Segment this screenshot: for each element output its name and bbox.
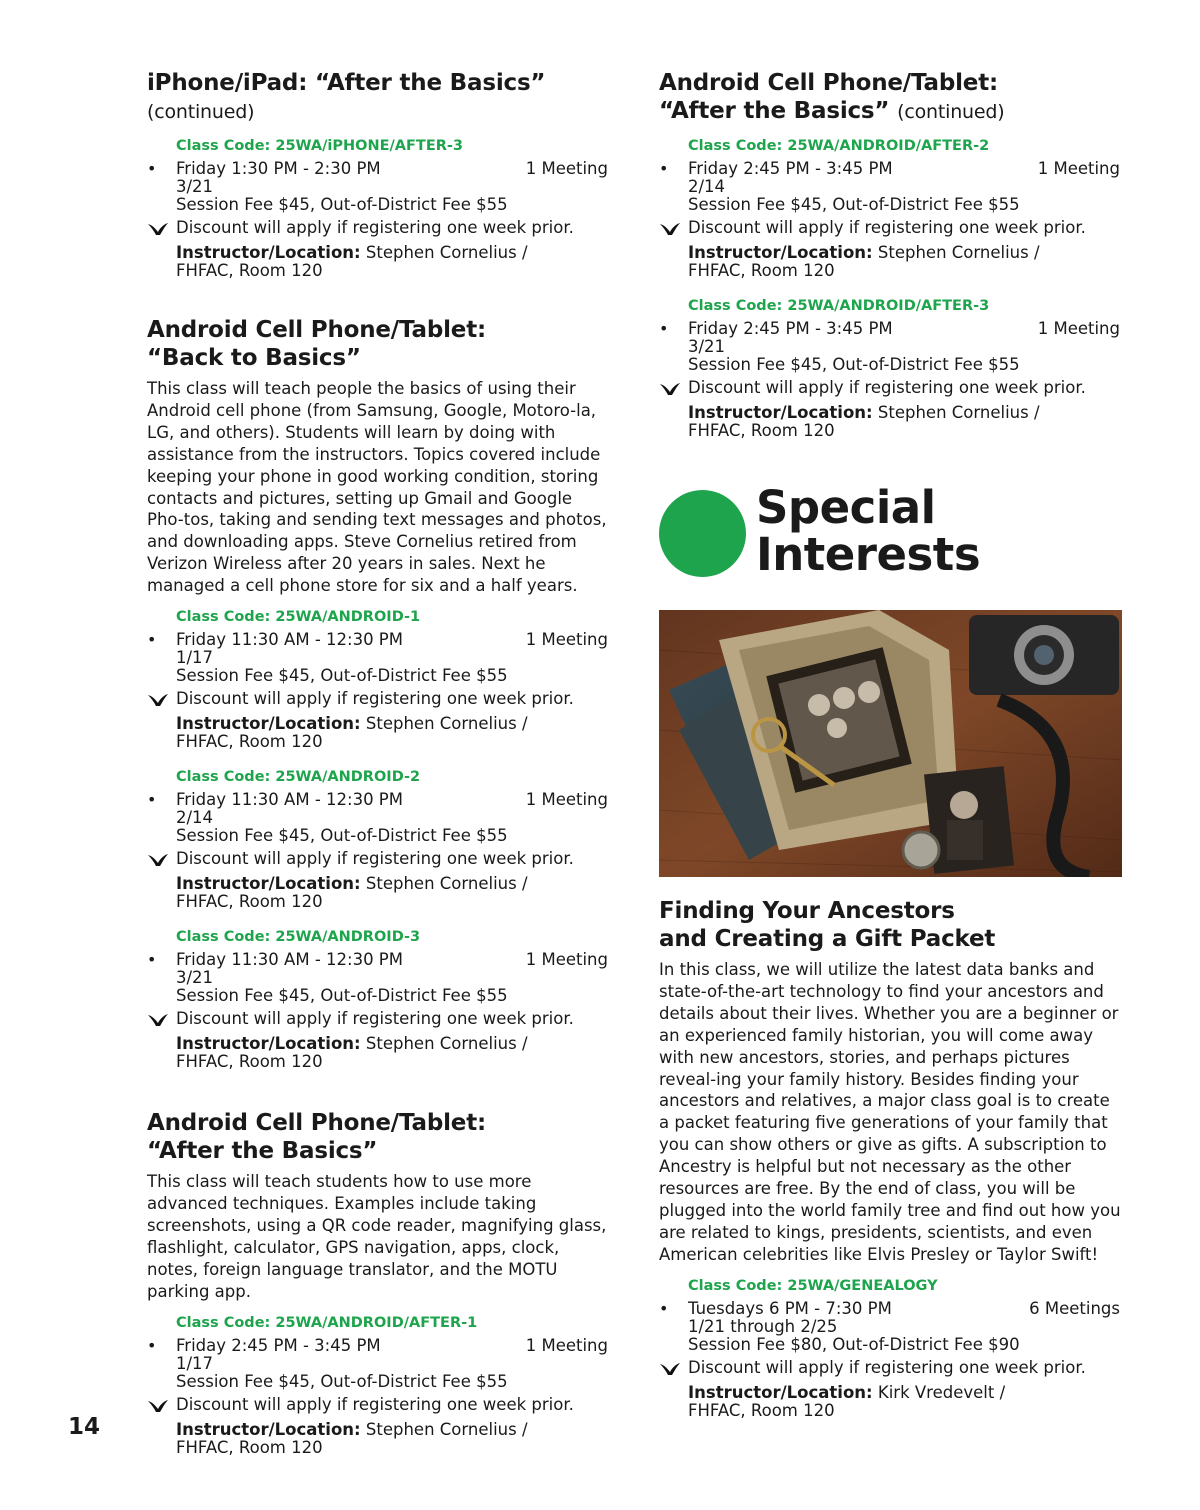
class-instructor [147, 1421, 610, 1457]
class-schedule [147, 631, 610, 649]
class-list [147, 1313, 610, 1457]
section-title-line1: Android Cell Phone/Tablet: [147, 1110, 486, 1137]
instructor-label: Instructor/Location: [688, 1382, 873, 1402]
class-code: Class Code: 25WA/GENEALOGY [688, 1277, 938, 1294]
continued-label: (continued) [147, 101, 255, 123]
class-location: FHFAC, Room 120 [176, 261, 323, 280]
class-date: 1/17 [176, 1353, 214, 1373]
class-meetings: 1 Meeting [525, 790, 608, 810]
class-instructor [147, 1035, 610, 1071]
class-discount [147, 849, 610, 869]
class-instructor [147, 244, 610, 280]
class-meetings: 1 Meeting [525, 159, 608, 178]
class-code: Class Code: 25WA/ANDROID-2 [176, 769, 421, 786]
discount-text: Discount will apply if registering one week prior. [176, 1009, 574, 1029]
discount-text: Discount will apply if registering one week prior. [688, 218, 1086, 237]
class-date: 2/14 [688, 177, 726, 196]
instructor-name: Stephen Cornelius / [365, 1034, 528, 1054]
class-entry [147, 607, 610, 751]
instructor-name: Kirk Vredevelt / [877, 1382, 1006, 1402]
class-discount [147, 1395, 610, 1415]
class-location: FHFAC, Room 120 [176, 1437, 323, 1457]
class-instructor [147, 715, 610, 751]
discount-text: Discount will apply if registering one week prior. [688, 1357, 1086, 1377]
class-code: Class Code: 25WA/ANDROID/AFTER-3 [688, 298, 990, 314]
instructor-name: Stephen Cornelius / [365, 243, 528, 262]
discount-text: Discount will apply if registering one week prior. [176, 218, 574, 237]
class-code: Class Code: 25WA/ANDROID/AFTER-2 [688, 138, 990, 154]
class-list [147, 136, 610, 280]
instructor-label: Instructor/Location: [176, 1034, 361, 1054]
class-meetings: 1 Meeting [525, 630, 608, 650]
bullet-icon: • [659, 319, 669, 338]
class-fee: Session Fee $45, Out-of-District Fee $55 [176, 666, 508, 686]
special-interests-title [756, 481, 981, 581]
class-discount [659, 1358, 1122, 1378]
class-location: FHFAC, Room 120 [688, 261, 835, 280]
bullet-icon: • [147, 630, 157, 650]
class-location: FHFAC, Room 120 [176, 892, 323, 912]
section-title [147, 69, 610, 126]
class-list [659, 136, 1122, 440]
bullet-icon: • [147, 790, 157, 810]
instructor-label: Instructor/Location: [176, 714, 361, 734]
class-instructor [659, 244, 1122, 280]
section-finding-ancestors [659, 897, 1122, 1420]
instructor-name: Stephen Cornelius / [365, 874, 528, 894]
class-instructor [147, 875, 610, 911]
section-iphone-after-basics-continued [147, 69, 610, 280]
class-schedule [659, 320, 1122, 338]
class-entry [147, 767, 610, 911]
special-interests-header [659, 481, 1122, 594]
instructor-label: Instructor/Location: [176, 874, 361, 894]
section-title [659, 897, 1122, 953]
discount-text: Discount will apply if registering one week prior. [688, 378, 1086, 397]
class-instructor [659, 1384, 1122, 1420]
section-title [147, 316, 610, 372]
class-time: Friday 2:45 PM - 3:45 PM [688, 159, 893, 178]
right-column [659, 66, 1122, 1420]
class-time: Friday 2:45 PM - 3:45 PM [176, 1335, 381, 1355]
class-location: FHFAC, Room 120 [688, 421, 835, 440]
class-fee: Session Fee $45, Out-of-District Fee $55 [176, 826, 508, 846]
class-schedule [147, 1337, 610, 1355]
instructor-name: Stephen Cornelius / [877, 403, 1040, 422]
section-title-line2: and Creating a Gift Packet [659, 926, 996, 952]
class-time: Friday 11:30 AM - 12:30 PM [176, 790, 403, 810]
class-discount [147, 689, 610, 709]
discount-text: Discount will apply if registering one week prior. [176, 1394, 574, 1414]
class-discount [659, 378, 1122, 398]
green-circle-icon [659, 490, 746, 577]
bullet-icon: • [147, 1335, 157, 1355]
class-schedule [147, 791, 610, 809]
special-title-line1: Special [756, 481, 936, 534]
section-description: This class will teach people the basics of using their Android cell phone (from Samsung, Google, Motoro-la, LG, and others). Students will learn by doing with assistance from the instructors. Topics covered include keeping your phone in good working condition, storing contacts and pictures, setting up Gmail and Google Pho-tos, taking and sending text messages and photos, and downloading apps. Steve Cornelius retired from Verizon Wireless after 20 years in sales. Next he managed a cell phone store for six and a half years. [147, 379, 607, 596]
section-title-line1: Finding Your Ancestors [659, 898, 955, 924]
class-date: 1/17 [176, 648, 214, 668]
class-instructor [659, 404, 1122, 440]
class-fee: Session Fee $45, Out-of-District Fee $55 [688, 195, 1020, 214]
bullet-icon: • [147, 159, 157, 178]
bird-discount-icon [659, 382, 681, 396]
class-discount [659, 218, 1122, 238]
bullet-icon: • [659, 1298, 669, 1318]
section-title-text: iPhone/iPad: “After the Basics” [147, 70, 546, 96]
class-time: Tuesdays 6 PM - 7:30 PM [688, 1298, 892, 1318]
instructor-name: Stephen Cornelius / [365, 1419, 528, 1439]
class-fee: Session Fee $80, Out-of-District Fee $90 [688, 1334, 1020, 1354]
section-title-line2: “After the Basics” [147, 1138, 378, 1165]
class-discount [147, 1009, 610, 1029]
class-code: Class Code: 25WA/ANDROID/AFTER-1 [176, 1314, 478, 1331]
class-time: Friday 11:30 AM - 12:30 PM [176, 950, 403, 970]
class-code: Class Code: 25WA/ANDROID-3 [176, 929, 421, 946]
bird-discount-icon [147, 693, 169, 707]
section-title-line2: “Back to Basics” [147, 345, 361, 371]
class-location: FHFAC, Room 120 [176, 1052, 323, 1072]
bird-discount-icon [147, 1399, 169, 1413]
continued-label: (continued) [897, 101, 1005, 123]
class-entry [147, 927, 610, 1071]
class-schedule [659, 1300, 1122, 1318]
instructor-label: Instructor/Location: [176, 243, 361, 262]
bird-discount-icon [147, 1013, 169, 1027]
class-fee: Session Fee $45, Out-of-District Fee $55 [176, 986, 508, 1006]
class-entry [147, 1313, 610, 1457]
class-time: Friday 1:30 PM - 2:30 PM [176, 159, 381, 178]
class-fee: Session Fee $45, Out-of-District Fee $55 [688, 355, 1020, 374]
class-entry [147, 136, 610, 280]
class-meetings: 1 Meeting [1037, 159, 1120, 178]
discount-text: Discount will apply if registering one week prior. [176, 849, 574, 869]
class-code: Class Code: 25WA/ANDROID-1 [176, 609, 421, 626]
left-column [147, 66, 610, 1457]
bird-discount-icon [659, 1362, 681, 1376]
class-fee: Session Fee $45, Out-of-District Fee $55 [176, 195, 508, 214]
section-description: In this class, we will utilize the latest data banks and state-of-the-art technology to find your ancestors and details about their lives. Whether you are a beginner or an experienced family historian, you will come away with new ancestors, stories, and perhaps pictures reveal-ing your family history. Besides finding your ancestors and relatives, a major class goal is to create a packet featuring five generations of your family that you can show others or give as gifts. A subscription to Ancestry is helpful but not necessary as the other resources are free. By the end of class, you will be plugged into the world family tree and find out how you are related to kings, presidents, scientists, and even American celebrities like Elvis Presley or Taylor Swift! [659, 960, 1121, 1264]
class-schedule [147, 951, 610, 969]
class-schedule [659, 160, 1122, 178]
section-android-after-basics [147, 1109, 610, 1456]
class-entry [659, 296, 1122, 440]
class-code: Class Code: 25WA/iPHONE/AFTER-3 [176, 138, 463, 154]
genealogy-photo [659, 610, 1122, 877]
instructor-label: Instructor/Location: [176, 1419, 361, 1439]
class-meetings: 1 Meeting [525, 950, 608, 970]
class-meetings: 1 Meeting [1037, 319, 1120, 338]
bird-discount-icon [147, 222, 169, 236]
bullet-icon: • [147, 950, 157, 970]
section-android-after-basics-continued [659, 69, 1122, 440]
class-list [147, 607, 610, 1071]
section-title-line1: Android Cell Phone/Tablet: [659, 70, 998, 96]
class-meetings: 1 Meeting [525, 1335, 608, 1355]
section-title [659, 69, 1122, 126]
class-fee: Session Fee $45, Out-of-District Fee $55 [176, 1371, 508, 1391]
class-discount [147, 218, 610, 238]
instructor-name: Stephen Cornelius / [877, 243, 1040, 262]
class-date: 2/14 [176, 808, 214, 828]
class-list [659, 1276, 1122, 1420]
special-title-line2: Interests [756, 528, 981, 581]
class-meetings: 6 Meetings [1029, 1298, 1120, 1318]
class-time: Friday 2:45 PM - 3:45 PM [688, 319, 893, 338]
class-date: 1/21 through 2/25 [688, 1316, 838, 1336]
bullet-icon: • [659, 159, 669, 178]
section-title-line1: Android Cell Phone/Tablet: [147, 317, 486, 343]
class-date: 3/21 [176, 177, 214, 196]
section-title-line2: “After the Basics” [659, 98, 890, 124]
instructor-name: Stephen Cornelius / [365, 714, 528, 734]
class-time: Friday 11:30 AM - 12:30 PM [176, 630, 403, 650]
section-android-back-to-basics [147, 316, 610, 1071]
class-entry [659, 1276, 1122, 1420]
instructor-label: Instructor/Location: [688, 243, 873, 262]
section-description: This class will teach students how to use more advanced techniques. Examples include taking screenshots, using a QR code reader, magnifying glass, flashlight, calculator, GPS navigation, apps, clock, notes, foreign language translator, and the MOTU parking app. [147, 1172, 607, 1301]
class-location: FHFAC, Room 120 [176, 732, 323, 752]
class-location: FHFAC, Room 120 [688, 1400, 835, 1420]
class-entry [659, 136, 1122, 280]
instructor-label: Instructor/Location: [688, 403, 873, 422]
bird-discount-icon [659, 222, 681, 236]
class-schedule [147, 160, 610, 178]
class-date: 3/21 [176, 968, 214, 988]
discount-text: Discount will apply if registering one week prior. [176, 689, 574, 709]
section-title [147, 1109, 610, 1165]
page-number: 14 [68, 1414, 101, 1440]
bird-discount-icon [147, 853, 169, 867]
class-date: 3/21 [688, 337, 726, 356]
